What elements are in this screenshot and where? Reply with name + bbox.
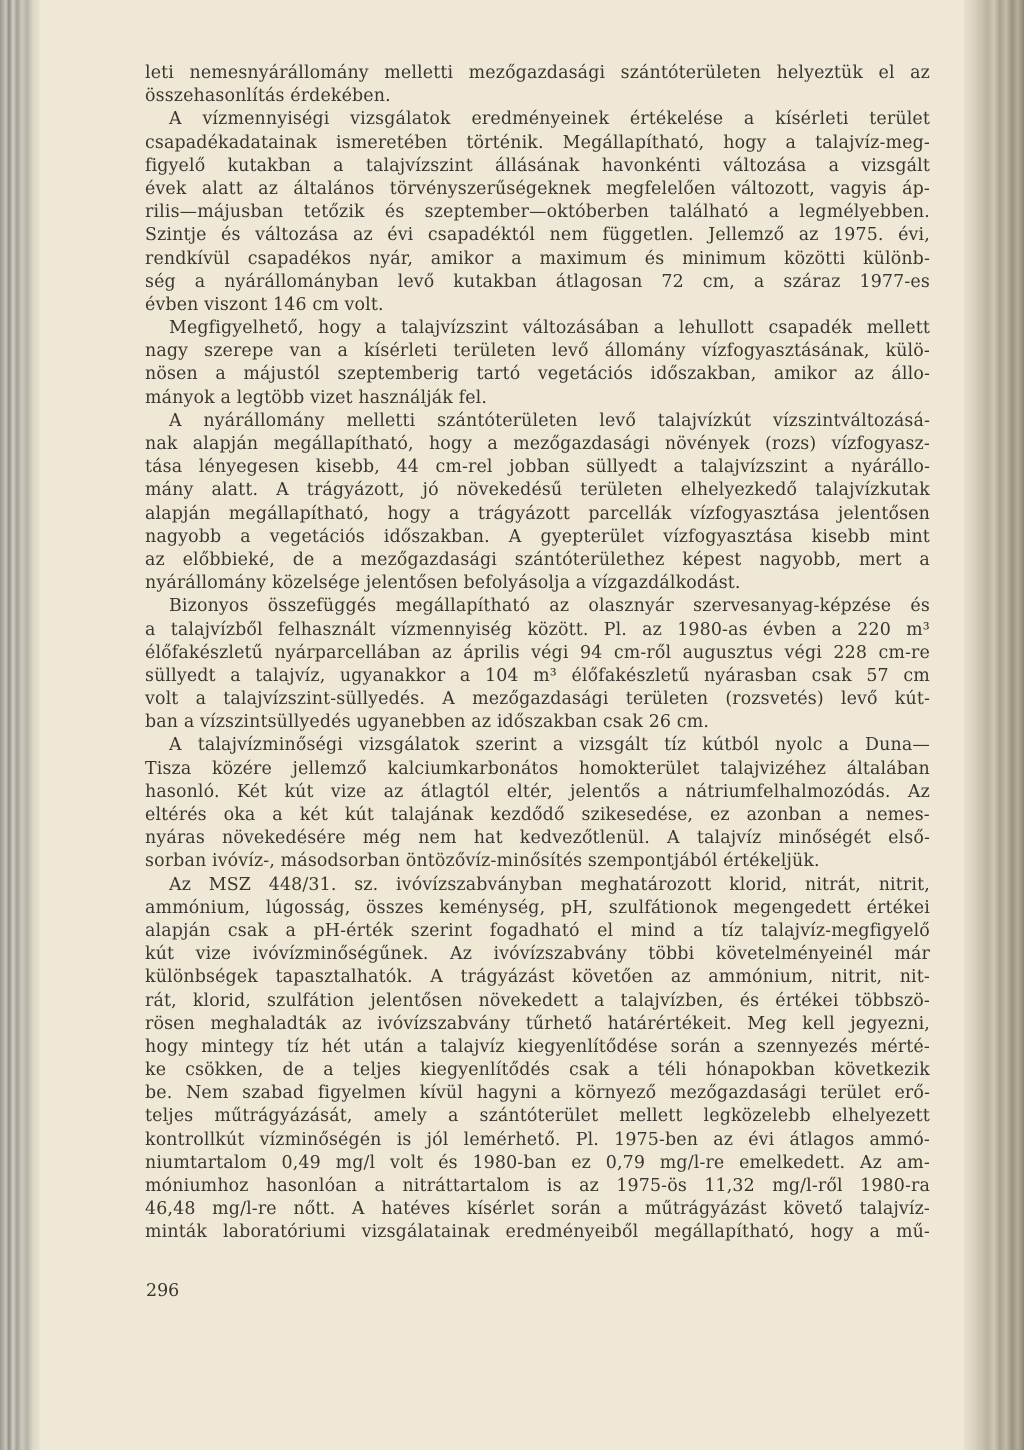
text-line: volt a talajvízszint-süllyedés. A mezőgazdasági területen (rozsvetés) levő kút- xyxy=(145,689,930,710)
text-line: Bizonyos összefüggés megállapítható az olasznyár szervesanyag-képzése és xyxy=(169,596,930,617)
text-line: ke csökken, de a teljes kiegyenlítődés csak a téli hónapokban következik xyxy=(145,1060,930,1081)
book-page xyxy=(40,0,964,1450)
text-line: leti nemesnyárállomány melletti mezőgazdasági szántóterületen helyeztük el az xyxy=(145,63,930,83)
text-line: alapján csak a pH-érték szerint fogadható el mind a tíz talajvíz-megfigyelő xyxy=(145,920,930,941)
text-line: évben viszont 146 cm volt. xyxy=(145,294,384,315)
text-line: évek alatt az általános törvényszerűségeknek megfelelően változott, vagyis áp- xyxy=(145,178,930,199)
text-line: Tisza közére jellemző kalciumkarbonátos homokterület talajvizéhez általában xyxy=(145,758,930,779)
text-line: élőfakészletű nyárparcellában az április végi 94 cm-ről augusztus végi 228 cm-re xyxy=(145,642,930,663)
text-line: A talajvízminőségi vizsgálatok szerint a vizsgált tíz kútból nyolc a Duna— xyxy=(169,735,930,756)
text-line: A nyárállomány melletti szántóterületen levő talajvízkút vízszintváltozásá- xyxy=(169,410,930,431)
text-line: nagy szerepe van a kísérleti területen levő állomány vízfogyasztásának, külö- xyxy=(145,341,930,362)
text-line: tása lényegesen kisebb, 44 cm-rel jobban süllyedt a talajvízszint a nyárállo- xyxy=(145,457,930,478)
text-line: mány alatt. A trágyázott, jó növekedésű területen elhelyezkedő talajvízkutak xyxy=(145,480,930,501)
text-line: be. Nem szabad figyelmen kívül hagyni a környező mezőgazdasági terület erő- xyxy=(145,1083,930,1104)
text-line: csapadékadatainak ismeretében történik. Megállapítható, hogy a talajvíz-meg- xyxy=(145,132,930,153)
text-line: hogy mintegy tíz hét után a talajvíz kiegyenlítődése során a szennyezés mérté- xyxy=(145,1036,930,1057)
text-line: ban a vízszintsüllyedés ugyanebben az időszakban csak 26 cm. xyxy=(145,712,710,733)
text-line: eltérés oka a két kút talajának kezdődő szikesedése, ez azonban a nemes- xyxy=(145,805,930,825)
text-line: rát, klorid, szulfátion jelentősen növekedett a talajvízben, és értékei többszö- xyxy=(145,990,930,1011)
text-line: minták laboratóriumi vizsgálatainak eredményeiből megállapítható, hogy a mű- xyxy=(145,1222,930,1243)
text-line: sorban ivóvíz-, másodsorban öntözővíz-minősítés szempontjából értékeljük. xyxy=(145,851,820,872)
text-line: Szintje és változása az évi csapadéktól nem független. Jellemző az 1975. évi, xyxy=(145,225,930,246)
book-binding xyxy=(0,0,40,1450)
text-line: ség a nyárállományban levő kutakban átlagosan 72 cm, a száraz 1977-es xyxy=(145,271,930,292)
text-line: nagyobb a vegetációs időszakban. A gyepterület vízfogyasztása kisebb mint xyxy=(145,526,930,547)
text-line: ammónium, lúgosság, összes keménység, pH, szulfátionok megengedett értékei xyxy=(145,897,930,918)
text-line: Megfigyelhető, hogy a talajvízszint változásában a lehullott csapadék mellett xyxy=(169,318,930,339)
text-line: különbségek tapasztalhatók. A trágyázást követően az ammónium, nitrit, nit- xyxy=(145,967,930,988)
text-line: alapján megállapítható, hogy a trágyázott parcellák vízfogyasztása jelentősen xyxy=(145,503,930,524)
text-line: a talajvízből felhasznált vízmennyiség között. Pl. az 1980-as évben a 220 m³ xyxy=(145,619,930,640)
body-text xyxy=(145,62,930,1245)
text-line: mányok a legtöbb vizet használják fel. xyxy=(145,387,488,408)
text-line: nösen a májustól szeptemberig tartó vegetációs időszakban, amikor az állo- xyxy=(145,364,930,385)
text-line: kontrollkút vízminőségén is jól lemérhető. Pl. 1975-ben az évi átlagos ammó- xyxy=(145,1129,930,1150)
text-line: figyelő kutakban a talajvízszint állásának havonkénti változása a vizsgált xyxy=(145,155,930,176)
text-line: niumtartalom 0,49 mg/l volt és 1980-ban ez 0,79 mg/l-re emelkedett. Az am- xyxy=(145,1152,930,1173)
text-line: összehasonlítás érdekében. xyxy=(145,86,391,107)
text-line: 46,48 mg/l-re nőtt. A hatéves kísérlet során a műtrágyázást követő talajvíz- xyxy=(145,1199,930,1220)
text-line: kút vize ivóvízminőségűnek. Az ivóvízszabvány többi követelményeinél már xyxy=(145,944,930,965)
page-number: 296 xyxy=(146,1281,180,1301)
text-line: rösen meghaladták az ivóvízszabvány tűrhető határértékeit. Meg kell jegyezni, xyxy=(145,1013,930,1034)
text-line: A vízmennyiségi vizsgálatok eredményeinek értékelése a kísérleti terület xyxy=(169,109,930,130)
page-edge-stack xyxy=(964,0,1024,1450)
text-line: az előbbieké, de a mezőgazdasági szántóterülethez képest nagyobb, mert a xyxy=(145,549,930,570)
text-line: nak alapján megállapítható, hogy a mezőgazdasági növények (rozs) vízfogyasz- xyxy=(145,434,930,454)
text-line: teljes műtrágyázását, amely a szántóterület mellett legközelebb elhelyezett xyxy=(145,1106,930,1127)
text-line: rilis—májusban tetőzik és szeptember—októberben található a legmélyebben. xyxy=(145,202,930,223)
text-line: süllyedt a talajvíz, ugyanakkor a 104 m³ élőfakészletű nyárasban csak 57 cm xyxy=(145,665,930,686)
text-line: rendkívül csapadékos nyár, amikor a maximum és minimum közötti különb- xyxy=(145,248,930,269)
text-line: nyárállomány közelsége jelentősen befolyásolja a vízgazdálkodást. xyxy=(145,573,741,594)
text-line: Az MSZ 448/31. sz. ivóvízszabványban meghatározott klorid, nitrát, nitrit, xyxy=(169,874,930,895)
text-line: móniumhoz hasonlóan a nitráttartalom is az 1975-ös 11,32 mg/l-ről 1980-ra xyxy=(145,1176,930,1196)
text-line: hasonló. Két kút vize az átlagtól eltér, jelentős a nátriumfelhalmozódás. Az xyxy=(145,781,930,802)
text-line: nyáras növekedésére még nem hat kedvezőtlenül. A talajvíz minőségét első- xyxy=(145,828,930,849)
